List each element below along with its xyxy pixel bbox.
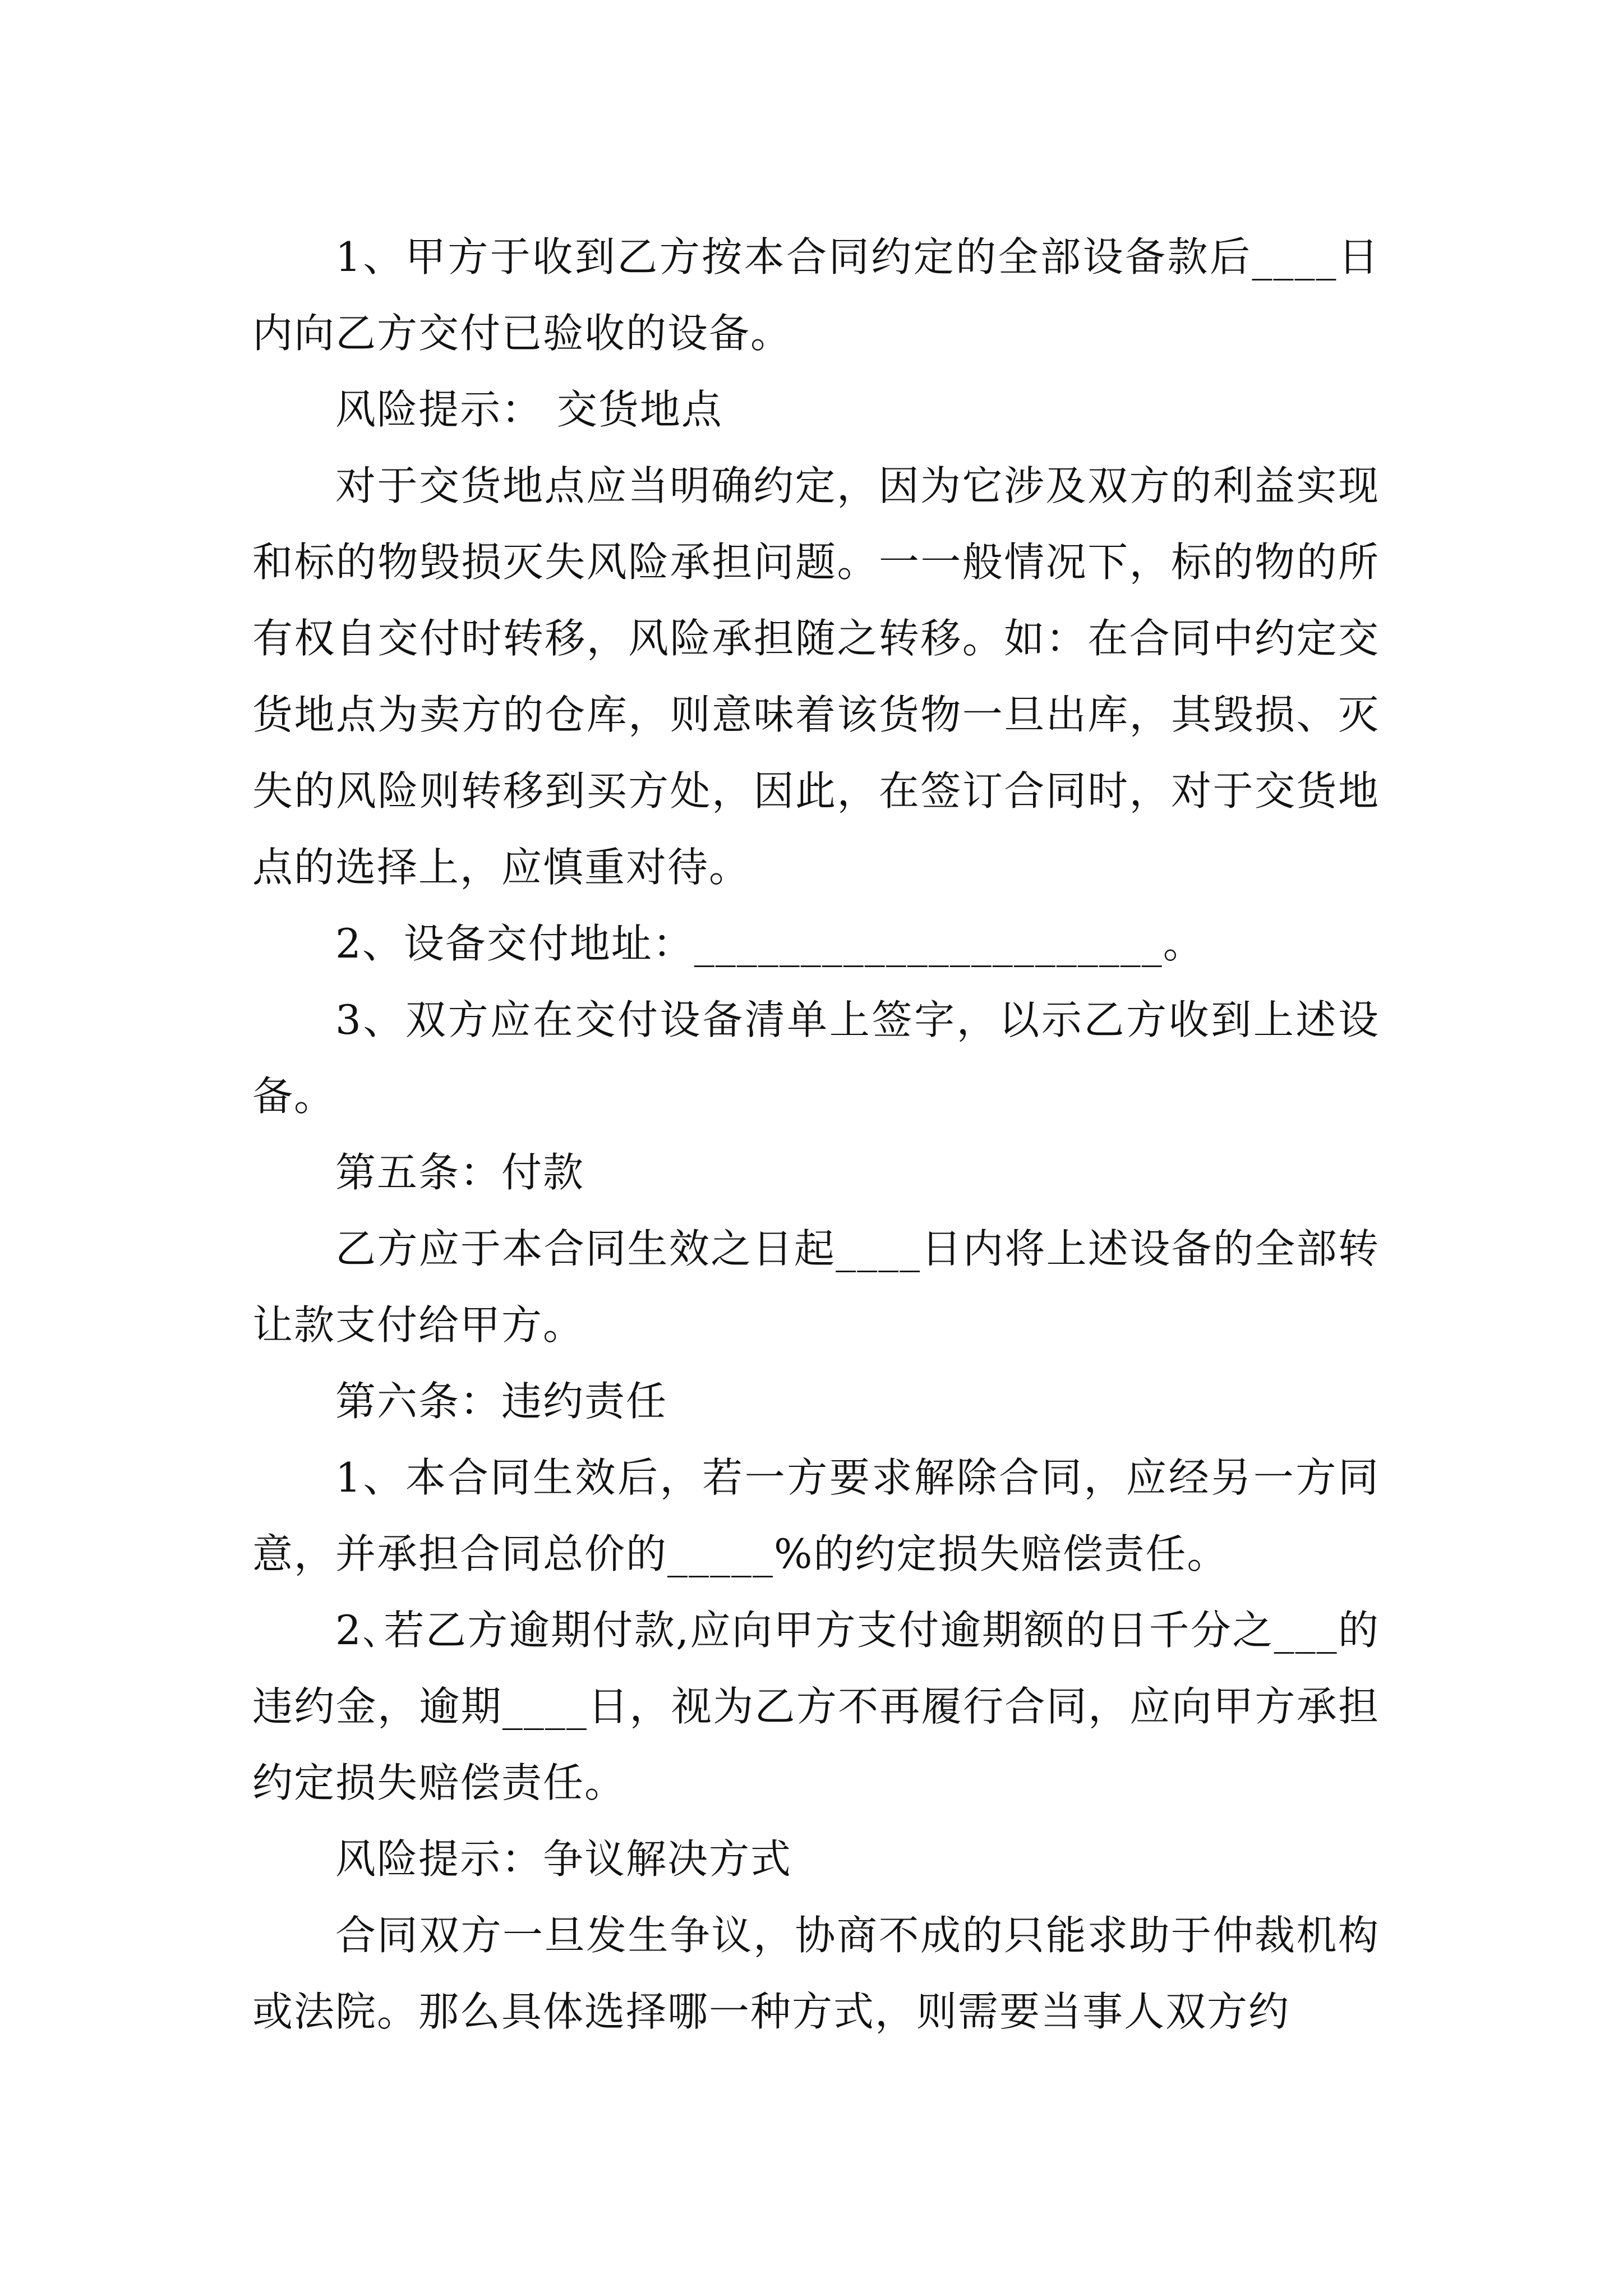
clause-sign-list: 3、双方应在交付设备清单上签字，以示乙方收到上述设备。 [252, 996, 1380, 1120]
risk-note-dispute: 合同双方一旦发生争议，协商不成的只能求助于仲裁机构或法院。那么具体选择哪一种方式，则需要当事人双方约 [252, 1912, 1380, 2035]
clause-late-payment: 2､若乙方逾期付款,应向甲方支付逾期额的日千分之___的违约金，逾期____日，视为乙方不再履行合同，应向甲方承担约定损失赔偿责任。 [252, 1607, 1380, 1806]
clause-payment: 乙方应于本合同生效之日起____日内将上述设备的全部转让款支付给甲方。 [252, 1225, 1380, 1349]
article-five-heading: 第五条：付款 [335, 1149, 585, 1196]
clause-delivery-days: 1、甲方于收到乙方按本合同约定的全部设备款后____日内向乙方交付已验收的设备。 [252, 233, 1380, 357]
risk-heading-dispute: 风险提示：争议解决方式 [335, 1835, 792, 1883]
clause-delivery-address: 2、设备交付地址：______________________。 [335, 920, 1205, 967]
document-page [252, 219, 1380, 2050]
article-six-heading: 第六条：违约责任 [335, 1378, 668, 1425]
risk-note-delivery-place: 对于交货地点应当明确约定，因为它涉及双方的利益实现和标的物毁损灭失风险承担问题。一一般情况下，标的物的所有权自交付时转移，风险承担随之转移。如：在合同中约定交货地点为卖方的仓库，则意味着该货物一旦出库，其毁损、灭失的风险则转移到买方处，因此，在签订合同时，对于交货地点的选择上，应慎重对待。 [252, 462, 1380, 891]
risk-heading-delivery-place: 风险提示： 交货地点 [335, 386, 723, 433]
clause-termination-liability: 1、本合同生效后，若一方要求解除合同，应经另一方同意，并承担合同总价的_____%的约定损失赔偿责任。 [252, 1454, 1380, 1577]
